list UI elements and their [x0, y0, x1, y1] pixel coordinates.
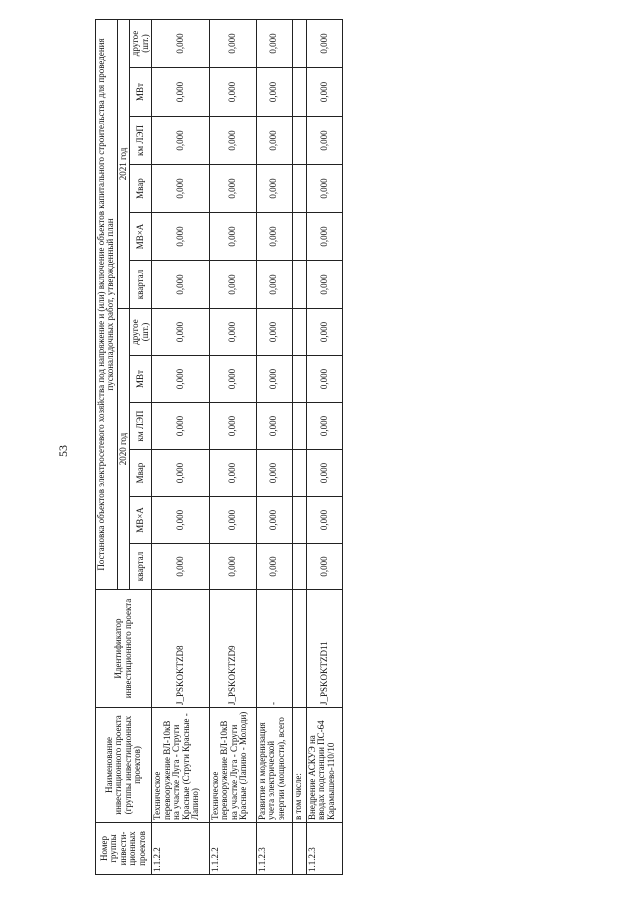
value-cell: 0,000	[152, 68, 210, 117]
rotated-table-frame	[95, 20, 343, 875]
value-cell	[292, 165, 306, 213]
header-sub: другое (шт.)	[130, 19, 152, 67]
project-id-cell: J_PSKOKTZD8	[152, 590, 210, 708]
value-cell: 0,000	[256, 19, 292, 67]
value-cell: 0,000	[256, 356, 292, 403]
page-number: 53	[56, 445, 70, 457]
header-sub: км ЛЭП	[130, 403, 152, 450]
value-cell: 0,000	[152, 403, 210, 450]
value-cell	[292, 497, 306, 544]
value-cell: 0,000	[152, 261, 210, 309]
project-name-cell: в том числе:	[292, 708, 306, 823]
value-cell: 0,000	[306, 68, 342, 117]
group-number-cell: 1.1.2.3	[306, 823, 342, 875]
header-sub: Мвар	[130, 450, 152, 497]
project-id-cell: -	[256, 590, 292, 708]
value-cell: 0,000	[209, 450, 256, 497]
header-project-name: Наименование инвестиционного проекта (группы инвестиционных проектов)	[96, 708, 152, 823]
value-cell: 0,000	[209, 165, 256, 213]
table-row	[306, 19, 342, 874]
value-cell: 0,000	[256, 403, 292, 450]
value-cell: 0,000	[209, 213, 256, 261]
value-cell: 0,000	[256, 213, 292, 261]
value-cell	[292, 68, 306, 117]
value-cell: 0,000	[209, 117, 256, 165]
header-sub: МВ×А	[130, 213, 152, 261]
value-cell: 0,000	[256, 544, 292, 590]
header-row-1	[96, 19, 118, 874]
header-sub: квартал	[130, 544, 152, 590]
value-cell: 0,000	[152, 309, 210, 356]
project-id-cell: J_PSKOKTZD11	[306, 590, 342, 708]
header-year-2020: 2020 год	[117, 309, 129, 590]
value-cell: 0,000	[256, 450, 292, 497]
value-cell: 0,000	[209, 261, 256, 309]
value-cell	[292, 450, 306, 497]
header-project-id: Идентификатор инвестиционного проекта	[96, 590, 152, 708]
value-cell: 0,000	[256, 117, 292, 165]
project-name-cell: Техническое перевооружение ВЛ-10кВ на участке Луга - Струги Красные (Лапино - Молоди)	[209, 708, 256, 823]
value-cell: 0,000	[209, 544, 256, 590]
value-cell: 0,000	[306, 450, 342, 497]
value-cell: 0,000	[209, 497, 256, 544]
value-cell: 0,000	[152, 165, 210, 213]
value-cell: 0,000	[152, 497, 210, 544]
header-sub: квартал	[130, 261, 152, 309]
value-cell: 0,000	[256, 309, 292, 356]
investment-table	[95, 19, 343, 875]
value-cell: 0,000	[256, 165, 292, 213]
header-sub: МВт	[130, 356, 152, 403]
value-cell: 0,000	[256, 68, 292, 117]
value-cell	[292, 356, 306, 403]
value-cell	[292, 213, 306, 261]
value-cell: 0,000	[152, 19, 210, 67]
group-number-cell: 1.1.2.2	[152, 823, 210, 875]
header-sub: км ЛЭП	[130, 117, 152, 165]
value-cell: 0,000	[209, 309, 256, 356]
header-sub: Мвар	[130, 165, 152, 213]
table-row	[209, 19, 256, 874]
value-cell: 0,000	[209, 68, 256, 117]
value-cell: 0,000	[152, 450, 210, 497]
value-cell: 0,000	[306, 403, 342, 450]
project-id-cell	[292, 590, 306, 708]
group-number-cell: 1.1.2.3	[256, 823, 292, 875]
value-cell: 0,000	[256, 497, 292, 544]
value-cell: 0,000	[306, 117, 342, 165]
header-sub: МВт	[130, 68, 152, 117]
value-cell: 0,000	[306, 261, 342, 309]
project-name-cell: Развитие и модернизация учета электрической энергии (мощности), всего	[256, 708, 292, 823]
table-row	[292, 19, 306, 874]
header-year-2021: 2021 год	[117, 19, 129, 308]
table-row	[256, 19, 292, 874]
value-cell: 0,000	[152, 117, 210, 165]
value-cell: 0,000	[209, 356, 256, 403]
value-cell: 0,000	[306, 544, 342, 590]
value-cell: 0,000	[152, 213, 210, 261]
header-group-number: Номер группы инвести-ционных проектов	[96, 823, 152, 875]
project-name-cell: Техническое перевооружение ВЛ-10кВ на участке Луга - Струги Красные (Струги Красные - Лапино)	[152, 708, 210, 823]
value-cell: 0,000	[306, 309, 342, 356]
value-cell: 0,000	[256, 261, 292, 309]
value-cell: 0,000	[306, 165, 342, 213]
value-cell: 0,000	[306, 356, 342, 403]
value-cell	[292, 544, 306, 590]
project-name-cell: Внедрение АСКУЭ на вводах подстанции ПС-64 Карамышево-110/10	[306, 708, 342, 823]
project-id-cell: J_PSKOKTZD9	[209, 590, 256, 708]
header-main: Постановка объектов электросетевого хозяйства под напряжение и (или) включение объектов капитального строительства для проведения пусконаладочных работ, утвержденный план	[96, 19, 118, 589]
value-cell: 0,000	[306, 19, 342, 67]
header-sub: другое (шт.)	[130, 309, 152, 356]
header-sub: МВ×А	[130, 497, 152, 544]
value-cell	[292, 261, 306, 309]
value-cell: 0,000	[306, 497, 342, 544]
value-cell	[292, 19, 306, 67]
value-cell: 0,000	[209, 19, 256, 67]
group-number-cell: 1.1.2.2	[209, 823, 256, 875]
table-row	[152, 19, 210, 874]
value-cell: 0,000	[209, 403, 256, 450]
value-cell	[292, 309, 306, 356]
value-cell: 0,000	[152, 544, 210, 590]
value-cell	[292, 403, 306, 450]
group-number-cell	[292, 823, 306, 875]
value-cell: 0,000	[306, 213, 342, 261]
value-cell: 0,000	[152, 356, 210, 403]
value-cell	[292, 117, 306, 165]
